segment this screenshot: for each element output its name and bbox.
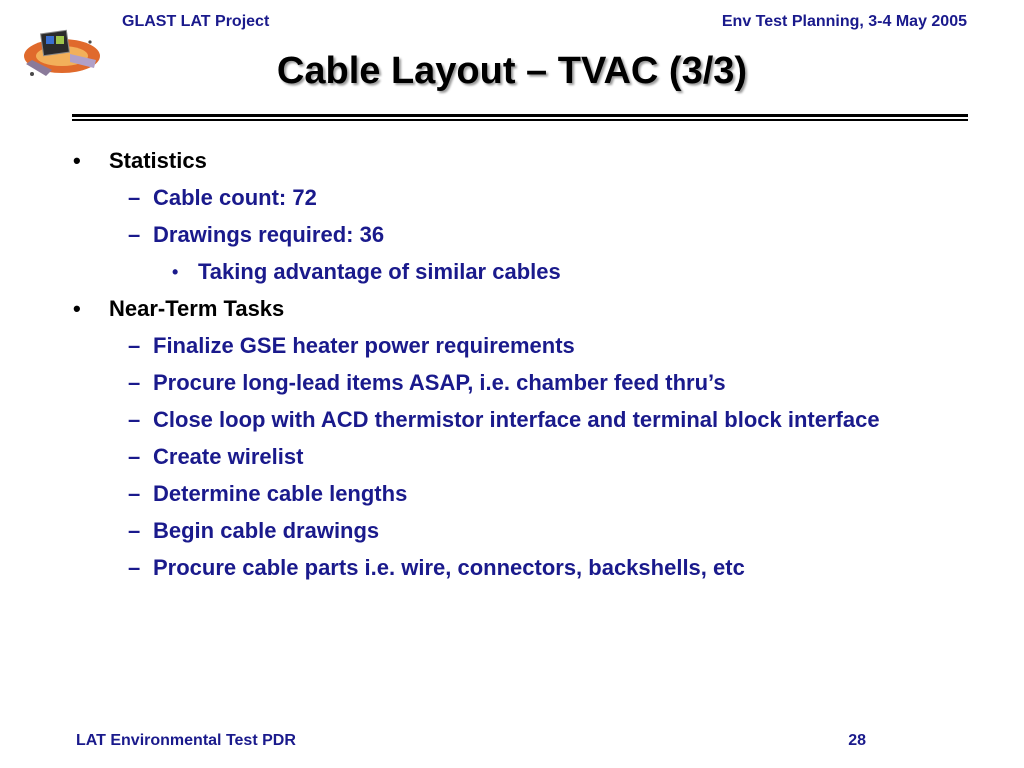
task-item xyxy=(0,444,1024,470)
sub-bullet-drawings-required xyxy=(0,222,1024,248)
slide-body xyxy=(0,148,1024,592)
logo-star xyxy=(88,40,91,43)
task-text: Procure long-lead items ASAP, i.e. chamber feed thru’s xyxy=(153,370,726,395)
task-item xyxy=(0,370,1024,396)
dash-marker: – xyxy=(128,444,141,469)
task-item xyxy=(0,555,1024,581)
task-text: Create wirelist xyxy=(153,444,304,469)
bullet-statistics xyxy=(0,148,1024,174)
title-divider-thin xyxy=(72,119,968,121)
header-project-name: GLAST LAT Project xyxy=(122,13,270,30)
task-item xyxy=(0,481,1024,507)
dash-marker: – xyxy=(128,370,141,395)
bullet-text: Statistics xyxy=(109,148,207,173)
dash-marker: – xyxy=(128,555,141,580)
task-text: Finalize GSE heater power requirements xyxy=(153,333,575,358)
sub-bullet-text: Cable count: 72 xyxy=(153,185,317,210)
task-text: Procure cable parts i.e. wire, connectors, backshells, etc xyxy=(153,555,745,580)
bullet-marker: • xyxy=(73,148,81,173)
sub-sub-bullet-similar-cables xyxy=(0,259,1024,285)
sub-bullet-cable-count xyxy=(0,185,1024,211)
dash-marker: – xyxy=(128,333,141,358)
logo-panel xyxy=(46,36,54,44)
title-divider-thick xyxy=(72,114,968,117)
dash-marker: – xyxy=(128,222,141,247)
sub-bullet-text: Drawings required: 36 xyxy=(153,222,385,247)
dash-marker: – xyxy=(128,518,141,543)
footer-presentation-name: LAT Environmental Test PDR xyxy=(76,732,296,749)
bullet-text: Near-Term Tasks xyxy=(109,296,285,321)
bullet-marker: • xyxy=(73,296,81,321)
task-item xyxy=(0,333,1024,359)
dash-marker: – xyxy=(128,407,141,432)
task-text: Begin cable drawings xyxy=(153,518,380,543)
task-text: Determine cable lengths xyxy=(153,481,408,506)
dash-marker: – xyxy=(128,481,141,506)
dash-marker: – xyxy=(128,185,141,210)
header-event-date: Env Test Planning, 3-4 May 2005 xyxy=(721,13,967,30)
task-text: Close loop with ACD thermistor interface and terminal block interface xyxy=(153,407,880,432)
bullet-marker: • xyxy=(172,262,179,282)
bullet-near-term-tasks xyxy=(0,296,1024,322)
footer-page-number: 28 xyxy=(848,732,866,749)
logo-panel xyxy=(56,36,64,44)
sub-sub-bullet-text: Taking advantage of similar cables xyxy=(198,259,561,284)
slide-title: Cable Layout – TVAC (3/3) xyxy=(276,50,748,92)
task-item xyxy=(0,407,1024,433)
task-item xyxy=(0,518,1024,544)
